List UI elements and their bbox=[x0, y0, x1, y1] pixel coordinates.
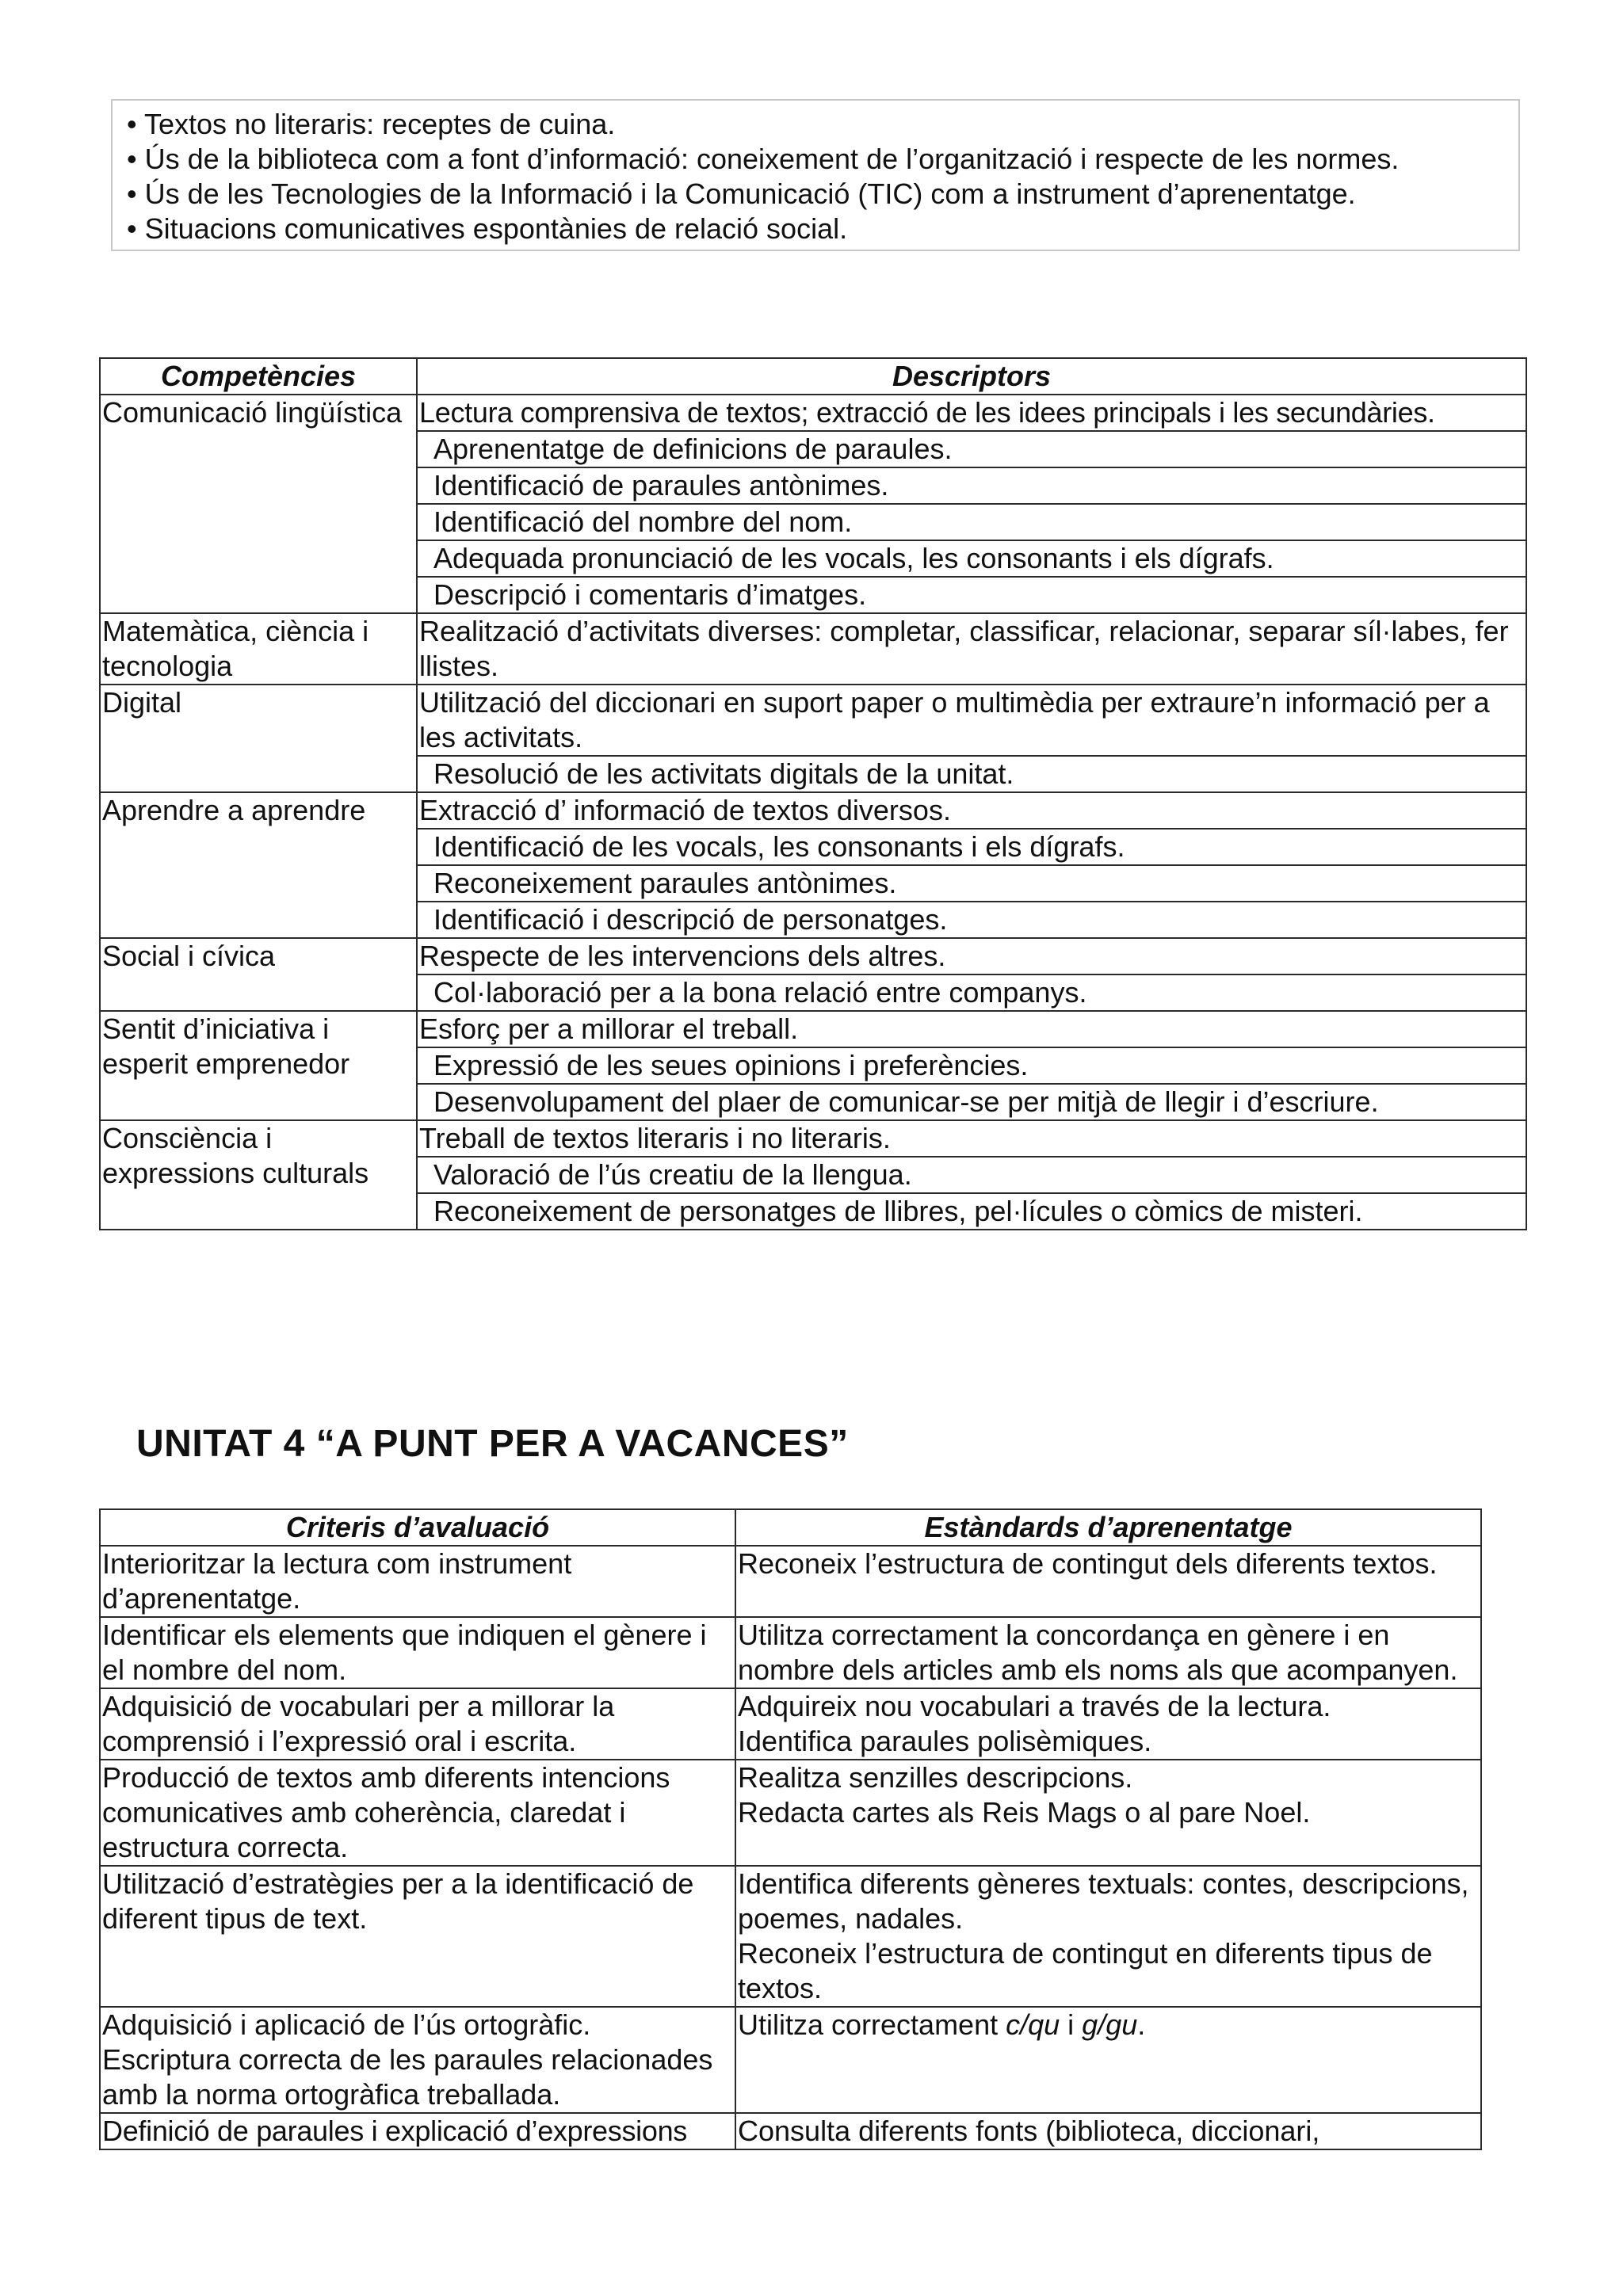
descriptor-cell: Realització d’activitats diverses: completar, classificar, relacionar, separar síl·labes, fer llistes. bbox=[417, 613, 1526, 685]
table-row bbox=[100, 792, 1526, 829]
standard-text: i bbox=[1060, 2008, 1083, 2041]
table-row bbox=[100, 613, 1526, 685]
criterion-cell: Utilització d’estratègies per a la identificació de diferent tipus de text. bbox=[100, 1866, 735, 2007]
descriptor-cell: Identificació de les vocals, les consonants i els dígrafs. bbox=[417, 829, 1526, 865]
criterion-cell: Adquisició i aplicació de l’ús ortogràfic. Escriptura correcta de les paraules relacionades amb la norma ortogràfica treballada. bbox=[100, 2007, 735, 2113]
descriptor-cell: Lectura comprensiva de textos; extracció de les idees principals i les secundàries. bbox=[417, 395, 1526, 431]
table-row bbox=[100, 1617, 1481, 1688]
table-row bbox=[100, 1760, 1481, 1866]
standard-cell: Consulta diferents fonts (biblioteca, diccionari, bbox=[735, 2113, 1481, 2149]
intro-list-item: • Ús de la biblioteca com a font d’informació: coneixement de l’organització i respecte de les normes. bbox=[127, 143, 1400, 175]
header-descriptors: Descriptors bbox=[417, 358, 1526, 395]
table-header-row bbox=[100, 358, 1526, 395]
criterion-cell: Producció de textos amb diferents intencions comunicatives amb coherència, claredat i estructura correcta. bbox=[100, 1760, 735, 1866]
standard-text: . bbox=[1137, 2008, 1146, 2041]
standard-italic-text: g/gu bbox=[1082, 2008, 1138, 2041]
descriptor-cell: Col·laboració per a la bona relació entre companys. bbox=[417, 974, 1526, 1011]
intro-list-item: • Situacions comunicatives espontànies de relació social. bbox=[127, 212, 848, 245]
table-row bbox=[100, 938, 1526, 974]
standard-cell: Identifica diferents gèneres textuals: contes, descripcions, poemes, nadales. Reconeix l’estructura de contingut en diferents tipus de textos. bbox=[735, 1866, 1481, 2007]
descriptor-cell: Identificació del nombre del nom. bbox=[417, 504, 1526, 540]
criterion-cell: Interioritzar la lectura com instrument d’aprenentatge. bbox=[100, 1546, 735, 1617]
standard-cell: Utilitza correctament la concordança en gènere i en nombre dels articles amb els noms als que acompanyen. bbox=[735, 1617, 1481, 1688]
criterion-cell: Adquisició de vocabulari per a millorar la comprensió i l’expressió oral i escrita. bbox=[100, 1688, 735, 1760]
descriptor-cell: Treball de textos literaris i no literaris. bbox=[417, 1120, 1526, 1157]
descriptor-cell: Descripció i comentaris d’imatges. bbox=[417, 577, 1526, 613]
unit-title: UNITAT 4 “A PUNT PER A VACANCES” bbox=[136, 1423, 849, 1465]
intro-content-list bbox=[111, 99, 1520, 251]
descriptor-cell: Reconeixement de personatges de llibres, pel·lícules o còmics de misteri. bbox=[417, 1193, 1526, 1230]
table-row bbox=[100, 2007, 1481, 2113]
competence-cell: Digital bbox=[100, 685, 417, 792]
descriptor-cell: Expressió de les seues opinions i preferències. bbox=[417, 1047, 1526, 1084]
descriptor-cell: Adequada pronunciació de les vocals, les consonants i els dígrafs. bbox=[417, 540, 1526, 577]
header-competencies: Competències bbox=[100, 358, 417, 395]
table-row bbox=[100, 1120, 1526, 1157]
descriptor-cell: Desenvolupament del plaer de comunicar-se per mitjà de llegir i d’escriure. bbox=[417, 1084, 1526, 1120]
competencies-table bbox=[99, 357, 1527, 1230]
descriptor-cell: Valoració de l’ús creatiu de la llengua. bbox=[417, 1157, 1526, 1193]
table-row bbox=[100, 1011, 1526, 1047]
standard-cell: Reconeix l’estructura de contingut dels diferents textos. bbox=[735, 1546, 1481, 1617]
criterion-cell: Definició de paraules i explicació d’expressions bbox=[100, 2113, 735, 2149]
descriptor-cell: Identificació de paraules antònimes. bbox=[417, 467, 1526, 504]
descriptor-cell: Identificació i descripció de personatges. bbox=[417, 902, 1526, 938]
header-criteria: Criteris d’avaluació bbox=[100, 1509, 735, 1546]
table-header-row bbox=[100, 1509, 1481, 1546]
descriptor-cell: Utilització del diccionari en suport paper o multimèdia per extraure’n informació per a les activitats. bbox=[417, 685, 1526, 756]
standard-cell: Realitza senzilles descripcions. Redacta cartes als Reis Mags o al pare Noel. bbox=[735, 1760, 1481, 1866]
descriptor-cell: Resolució de les activitats digitals de la unitat. bbox=[417, 756, 1526, 792]
table-row bbox=[100, 1688, 1481, 1760]
competence-cell: Matemàtica, ciència i tecnologia bbox=[100, 613, 417, 685]
table-row bbox=[100, 1866, 1481, 2007]
descriptor-cell: Extracció d’ informació de textos diversos. bbox=[417, 792, 1526, 829]
table-row bbox=[100, 685, 1526, 756]
intro-list-item: • Ús de les Tecnologies de la Informació i la Comunicació (TIC) com a instrument d’aprenentatge. bbox=[127, 177, 1356, 210]
criterion-cell: Identificar els elements que indiquen el gènere i el nombre del nom. bbox=[100, 1617, 735, 1688]
header-standards: Estàndards d’aprenentatge bbox=[735, 1509, 1481, 1546]
intro-list-item: • Textos no literaris: receptes de cuina. bbox=[127, 108, 616, 140]
descriptor-cell: Aprenentatge de definicions de paraules. bbox=[417, 431, 1526, 467]
table-row bbox=[100, 1546, 1481, 1617]
table-row bbox=[100, 395, 1526, 431]
descriptor-cell: Esforç per a millorar el treball. bbox=[417, 1011, 1526, 1047]
competence-cell: Aprendre a aprendre bbox=[100, 792, 417, 938]
standard-text: Utilitza correctament bbox=[738, 2008, 1006, 2041]
table-row bbox=[100, 2113, 1481, 2149]
competence-cell: Consciència i expressions culturals bbox=[100, 1120, 417, 1230]
descriptor-cell: Respecte de les intervencions dels altres. bbox=[417, 938, 1526, 974]
standard-cell: Adquireix nou vocabulari a través de la lectura. Identifica paraules polisèmiques. bbox=[735, 1688, 1481, 1760]
criteria-table bbox=[99, 1508, 1482, 2150]
competence-cell: Sentit d’iniciativa i esperit emprenedor bbox=[100, 1011, 417, 1120]
standard-italic-text: c/qu bbox=[1006, 2008, 1060, 2041]
descriptor-cell: Reconeixement paraules antònimes. bbox=[417, 865, 1526, 902]
competence-cell: Social i cívica bbox=[100, 938, 417, 1011]
competence-cell: Comunicació lingüística bbox=[100, 395, 417, 613]
standard-cell bbox=[735, 2007, 1481, 2113]
